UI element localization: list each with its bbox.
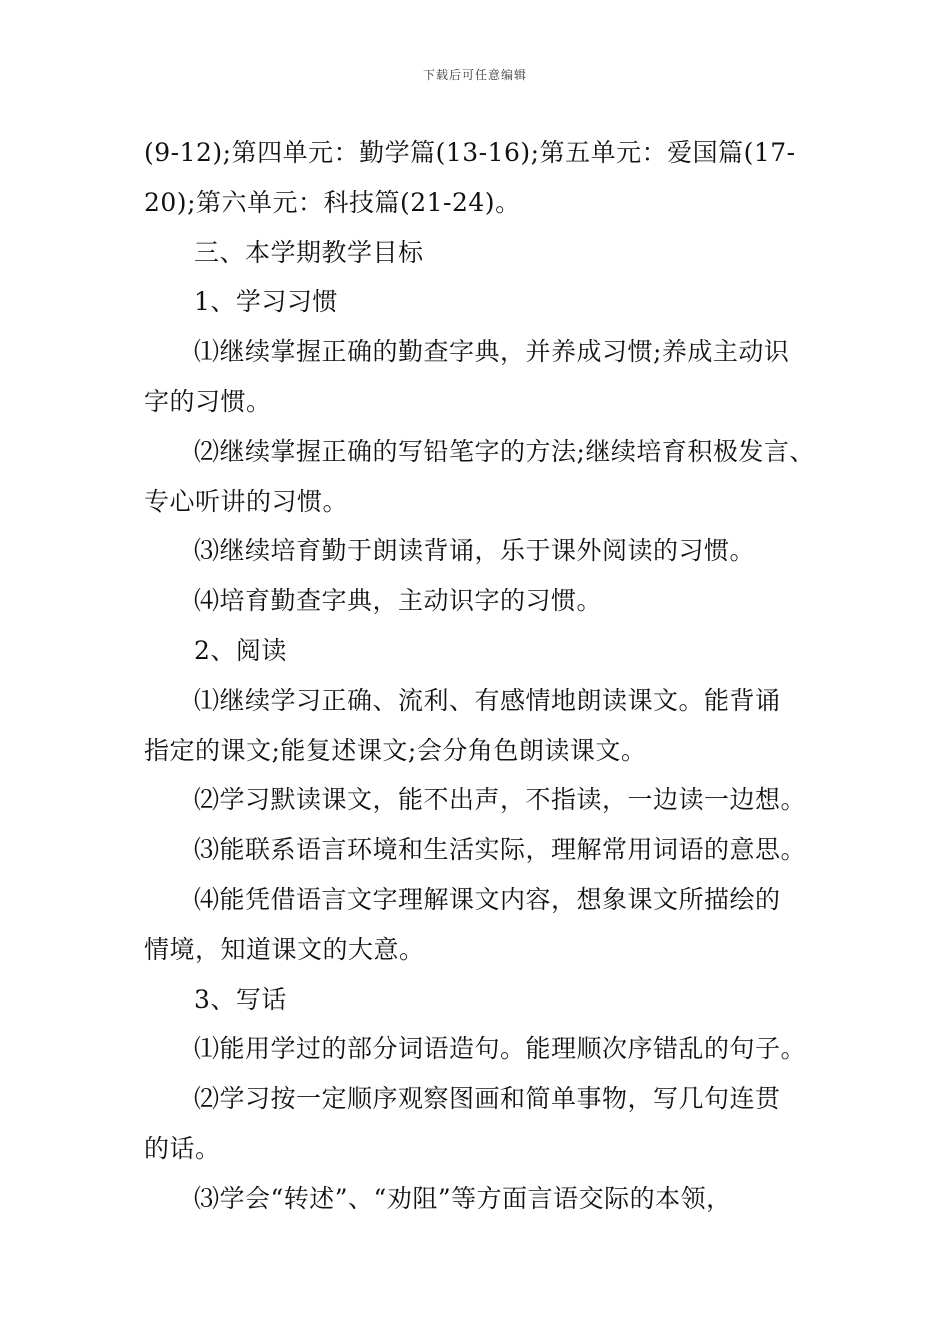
text-line: ⑷能凭借语言文字理解课文内容，想象课文所描绘的 — [194, 884, 781, 914]
text-line: ⑴继续掌握正确的勤查字典，并养成习惯;养成主动识 — [194, 337, 790, 367]
text-line: ⑴能用学过的部分词语造句。能理顺次序错乱的句子。 — [194, 1034, 807, 1064]
text-line: ⑵学习默读课文，能不出声，不指读，一边读一边想。 — [194, 785, 807, 815]
text-line: ⑵学习按一定顺序观察图画和简单事物，写几句连贯 — [194, 1084, 781, 1114]
text-line: 情境，知道课文的大意。 — [144, 934, 425, 964]
text-line: 专心听讲的习惯。 — [144, 486, 349, 516]
text-line: ⑶学会“转述”、“劝阻”等方面言语交际的本领， — [194, 1183, 732, 1213]
text-line: ⑶能联系语言环境和生活实际，理解常用词语的意思。 — [194, 835, 807, 865]
section-heading: 三、本学期教学目标 — [194, 237, 424, 267]
subsection-heading: 1、学习习惯 — [194, 287, 338, 317]
text-line: 20);第六单元：科技篇(21-24)。 — [144, 187, 521, 217]
text-line: ⑴继续学习正确、流利、有感情地朗读课文。能背诵 — [194, 685, 781, 715]
text-line: ⑷培育勤查字典，主动识字的习惯。 — [194, 586, 603, 616]
document-body — [144, 128, 816, 1224]
text-line: 指定的课文;能复述课文;会分角色朗读课文。 — [144, 735, 647, 765]
text-line: 的话。 — [144, 1133, 221, 1163]
page-header: 下载后可任意编辑 — [422, 68, 527, 82]
text-line: 字的习惯。 — [144, 386, 272, 416]
subsection-heading: 2、阅读 — [194, 635, 287, 665]
text-line: ⑶继续培育勤于朗读背诵，乐于课外阅读的习惯。 — [194, 536, 756, 566]
subsection-heading: 3、写话 — [194, 984, 287, 1014]
text-line: (9-12);第四单元：勤学篇(13-16);第五单元：爱国篇(17- — [144, 138, 796, 167]
text-line: ⑵继续掌握正确的写铅笔字的方法;继续培育积极发言、 — [194, 436, 815, 466]
